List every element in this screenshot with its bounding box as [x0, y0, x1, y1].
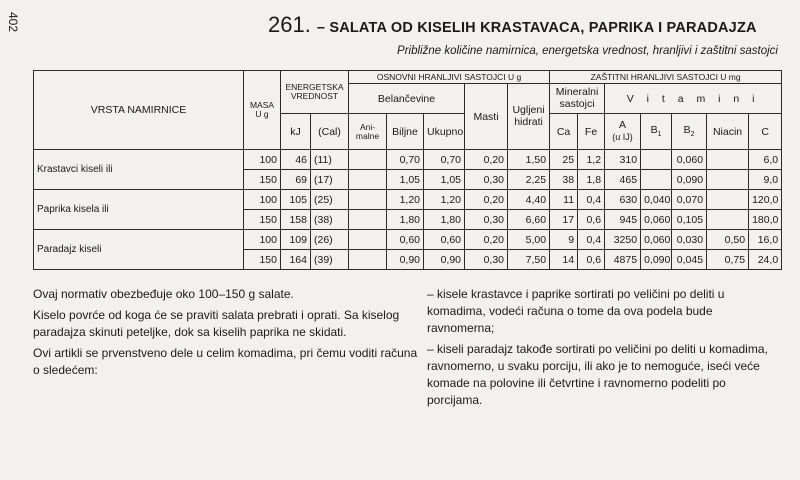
instructions-right [427, 286, 777, 413]
cell-fe: 0,4 [578, 190, 605, 210]
cell-b1 [641, 170, 672, 190]
cell-masa: 100 [244, 150, 281, 170]
cell-niacin: 0,50 [707, 230, 749, 250]
cell-kj: 46 [281, 150, 311, 170]
recipe-title-row [268, 12, 778, 40]
header-vitamin-a: A (u IJ) [605, 114, 641, 150]
cell-niacin [707, 150, 749, 170]
cell-b1: 0,040 [641, 190, 672, 210]
cell-cal: (26) [311, 230, 349, 250]
table-row [34, 190, 782, 210]
cell-niacin [707, 190, 749, 210]
cell-ca: 14 [550, 250, 578, 270]
header-ukupno: Ukupno [424, 114, 465, 150]
header-kj: kJ [281, 114, 311, 150]
instructions-left [33, 286, 421, 383]
header-niacin: Niacin [707, 114, 749, 150]
cell-masti: 0,20 [465, 230, 508, 250]
cell-ugljeni: 4,40 [508, 190, 550, 210]
cell-masti: 0,20 [465, 190, 508, 210]
cell-fe: 1,8 [578, 170, 605, 190]
cell-masti: 0,30 [465, 210, 508, 230]
cell-b2: 0,090 [672, 170, 707, 190]
instruction-paragraph: Kiselo povrće od koga će se praviti salata prebrati i oprati. Sa kiselog paradajza skinuti peteljke, dok sa kiselih paprika ne skidati. [33, 308, 400, 339]
header-energy: ENERGETSKA VREDNOST [281, 71, 349, 114]
recipe-number: 261. [268, 12, 311, 37]
cell-ukupno: 0,60 [424, 230, 465, 250]
cell-kj: 105 [281, 190, 311, 210]
cell-animalne [349, 190, 387, 210]
cell-b2: 0,070 [672, 190, 707, 210]
cell-fe: 0,4 [578, 230, 605, 250]
cell-ukupno: 1,80 [424, 210, 465, 230]
cell-masti: 0,30 [465, 170, 508, 190]
header-mineralni: Mineralni sastojci [550, 84, 605, 114]
cell-c: 180,0 [749, 210, 782, 230]
cell-fe: 0,6 [578, 250, 605, 270]
cell-masa: 150 [244, 210, 281, 230]
food-name-cell: Paradajz kiseli [34, 230, 244, 270]
header-belancevine: Belančevine [349, 84, 465, 114]
cell-niacin [707, 210, 749, 230]
header-biljne: Biljne [387, 114, 424, 150]
cell-animalne [349, 250, 387, 270]
cell-biljne: 0,90 [387, 250, 424, 270]
cell-b2: 0,030 [672, 230, 707, 250]
cell-niacin [707, 170, 749, 190]
header-vitamin-c: C [749, 114, 782, 150]
recipe-title: – SALATA OD KISELIH KRASTAVACA, PAPRIKA I PARADAJZA [316, 20, 757, 36]
header-zastitni: ZAŠTITNI HRANLJIVI SASTOJCI U mg [550, 71, 782, 84]
cell-animalne [349, 230, 387, 250]
table-row [34, 230, 782, 250]
cell-ugljeni: 1,50 [508, 150, 550, 170]
cell-masa: 150 [244, 170, 281, 190]
cell-biljne: 0,60 [387, 230, 424, 250]
cell-ukupno: 0,70 [424, 150, 465, 170]
cell-a: 630 [605, 190, 641, 210]
nutrition-table [33, 70, 782, 270]
cell-biljne: 1,80 [387, 210, 424, 230]
cell-ugljeni: 7,50 [508, 250, 550, 270]
cell-ugljeni: 6,60 [508, 210, 550, 230]
cell-masti: 0,20 [465, 150, 508, 170]
header-vitamin-b1: $B_1$ [641, 114, 672, 150]
food-name-cell: Krastavci kiseli ili [34, 150, 244, 190]
cell-cal: (25) [311, 190, 349, 210]
table-row [34, 150, 782, 170]
header-ugljeni: Ugljeni hidrati [508, 84, 550, 150]
cell-c: 9,0 [749, 170, 782, 190]
cell-a: 945 [605, 210, 641, 230]
cell-c: 24,0 [749, 250, 782, 270]
cell-c: 6,0 [749, 150, 782, 170]
cell-cal: (17) [311, 170, 349, 190]
cell-ukupno: 0,90 [424, 250, 465, 270]
table-subtitle: Približne količine namirnica, energetska vrednost, hranljivi i zaštitni sastojci [397, 45, 778, 57]
cell-kj: 109 [281, 230, 311, 250]
header-animalne: Ani-malne [349, 114, 387, 150]
cell-b1: 0,060 [641, 210, 672, 230]
cell-b2: 0,105 [672, 210, 707, 230]
header-masa: MASA U g [244, 71, 281, 150]
cell-a: 4875 [605, 250, 641, 270]
instruction-paragraph: Ovaj normativ obezbeđuje oko 100–150 g salate. [33, 287, 294, 301]
cell-masa: 100 [244, 230, 281, 250]
cell-b2: 0,060 [672, 150, 707, 170]
header-vitamini: V i t a m i n i [605, 84, 782, 114]
cell-c: 120,0 [749, 190, 782, 210]
header-osnovni: OSNOVNI HRANLJIVI SASTOJCI U g [349, 71, 550, 84]
cell-b1: 0,060 [641, 230, 672, 250]
cell-b1: 0,090 [641, 250, 672, 270]
header-vrsta: VRSTA NAMIRNICE [34, 71, 244, 150]
header-vitamin-b2: $B_2$ [672, 114, 707, 150]
cell-b1 [641, 150, 672, 170]
header-fe: Fe [578, 114, 605, 150]
cell-masa: 150 [244, 250, 281, 270]
cell-kj: 69 [281, 170, 311, 190]
cell-kj: 158 [281, 210, 311, 230]
cell-biljne: 1,05 [387, 170, 424, 190]
cell-ca: 9 [550, 230, 578, 250]
cell-cal: (11) [311, 150, 349, 170]
cell-ukupno: 1,20 [424, 190, 465, 210]
cell-b2: 0,045 [672, 250, 707, 270]
cell-niacin: 0,75 [707, 250, 749, 270]
cell-ca: 38 [550, 170, 578, 190]
cell-kj: 164 [281, 250, 311, 270]
cell-masti: 0,30 [465, 250, 508, 270]
header-cal: (Cal) [311, 114, 349, 150]
cell-a: 3250 [605, 230, 641, 250]
cell-biljne: 0,70 [387, 150, 424, 170]
cell-biljne: 1,20 [387, 190, 424, 210]
cell-c: 16,0 [749, 230, 782, 250]
header-ca: Ca [550, 114, 578, 150]
food-name-cell: Paprika kisela ili [34, 190, 244, 230]
cell-ukupno: 1,05 [424, 170, 465, 190]
cell-ugljeni: 2,25 [508, 170, 550, 190]
cell-ca: 17 [550, 210, 578, 230]
instruction-paragraph: – kiseli paradajz takođe sortirati po veličini po deliti u komadima, ravnomerno, u svaku porciju, ili ako je to nemoguće, iseći veće komade na polovine ili četvrtine i ravnomerno podeliti po porcijama. [427, 342, 768, 407]
cell-fe: 0,6 [578, 210, 605, 230]
cell-cal: (38) [311, 210, 349, 230]
cell-animalne [349, 150, 387, 170]
cell-cal: (39) [311, 250, 349, 270]
cell-a: 310 [605, 150, 641, 170]
instruction-paragraph: Ovi artikli se prvenstveno dele u celim komadima, pri čemu voditi računa o sledećem: [33, 346, 418, 377]
instruction-paragraph: – kisele krastavce i paprike sortirati po veličini po deliti u komadima, vodeći računa o tome da ova podela bude ravnomerna; [427, 287, 725, 335]
cell-fe: 1,2 [578, 150, 605, 170]
cell-a: 465 [605, 170, 641, 190]
page-number: 402 [6, 12, 20, 33]
cell-animalne [349, 170, 387, 190]
cell-ca: 11 [550, 190, 578, 210]
cell-ugljeni: 5,00 [508, 230, 550, 250]
table-body [34, 150, 782, 270]
cell-ca: 25 [550, 150, 578, 170]
cell-animalne [349, 210, 387, 230]
header-masti: Masti [465, 84, 508, 150]
cell-masa: 100 [244, 190, 281, 210]
